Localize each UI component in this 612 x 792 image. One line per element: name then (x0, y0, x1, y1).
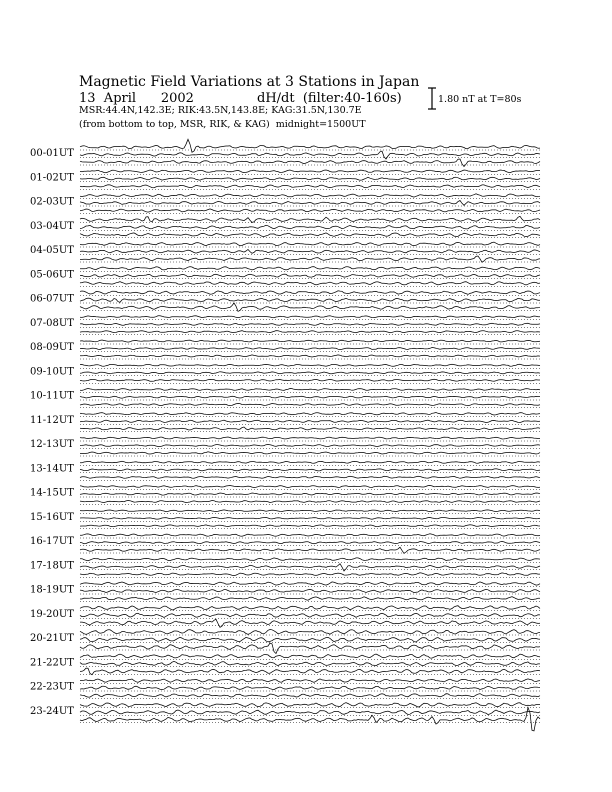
trace-RIK-20-21UT (80, 637, 540, 642)
trace-MSR-11-12UT (80, 427, 540, 430)
hour-row-08-09UT (30, 340, 540, 359)
hour-label: 12-13UT (30, 439, 74, 450)
trace-KAG-04-05UT (80, 242, 540, 246)
hour-row-22-23UT (30, 679, 540, 699)
hour-label: 03-04UT (30, 220, 74, 232)
chart-header (79, 74, 419, 130)
hour-row-16-17UT (30, 534, 540, 554)
chart-date: 13 April 2002 (79, 91, 194, 106)
trace-rows (30, 139, 540, 731)
trace-MSR-10-11UT (80, 404, 540, 406)
trace-RIK-23-24UT (80, 710, 540, 715)
trace-MSR-19-20UT (80, 619, 540, 627)
trace-KAG-12-13UT (80, 437, 540, 439)
trace-MSR-08-09UT (80, 355, 540, 357)
hour-label: 22-23UT (30, 681, 74, 693)
hour-row-02-03UT (30, 194, 540, 214)
trace-KAG-11-12UT (80, 413, 540, 416)
trace-RIK-13-14UT (80, 469, 540, 471)
hour-row-18-19UT (30, 582, 540, 602)
trace-KAG-01-02UT (80, 170, 540, 173)
hour-label: 15-16UT (30, 511, 74, 523)
trace-RIK-09-10UT (80, 372, 540, 374)
trace-KAG-02-03UT (80, 194, 540, 197)
hour-row-09-10UT (30, 364, 540, 383)
trace-KAG-15-16UT (80, 510, 540, 512)
trace-MSR-07-08UT (80, 331, 540, 333)
hour-label: 20-21UT (30, 633, 74, 644)
chart-quantity: dH/dt (filter:40-160s) (257, 91, 402, 106)
hour-label: 10-11UT (30, 390, 74, 402)
scale-bar-label: 1.80 nT at T=80s (438, 94, 522, 105)
hour-row-15-16UT (30, 510, 540, 529)
trace-MSR-02-03UT (80, 209, 540, 212)
hour-label: 07-08UT (30, 317, 74, 329)
hour-row-20-21UT (30, 630, 540, 654)
trace-RIK-21-22UT (80, 661, 540, 665)
trace-RIK-11-12UT (80, 420, 540, 422)
trace-RIK-01-02UT (80, 177, 540, 180)
hour-label: 08-09UT (30, 342, 74, 353)
trace-MSR-14-15UT (80, 501, 540, 503)
trace-MSR-17-18UT (80, 573, 540, 576)
hour-row-14-15UT (30, 486, 540, 505)
trace-RIK-05-06UT (80, 274, 540, 277)
hour-row-04-05UT (30, 242, 540, 262)
hour-label: 18-19UT (30, 584, 74, 596)
hour-label: 09-10UT (30, 366, 74, 378)
hour-row-07-08UT (30, 316, 540, 335)
hour-label: 16-17UT (30, 536, 74, 547)
hour-label: 13-14UT (30, 463, 74, 475)
trace-MSR-00-01UT (80, 159, 540, 167)
trace-MSR-12-13UT (80, 452, 540, 454)
trace-MSR-05-06UT (80, 282, 540, 285)
trace-RIK-02-03UT (80, 201, 540, 206)
trace-KAG-07-08UT (80, 316, 540, 318)
hour-row-03-04UT (30, 216, 540, 237)
trace-KAG-23-24UT (80, 703, 540, 707)
trace-RIK-06-07UT (80, 298, 540, 302)
hour-label: 17-18UT (30, 560, 74, 572)
trace-KAG-18-19UT (80, 582, 540, 585)
trace-KAG-09-10UT (80, 364, 540, 366)
trace-RIK-18-19UT (80, 589, 540, 592)
trace-MSR-04-05UT (80, 256, 540, 262)
trace-RIK-12-13UT (80, 445, 540, 447)
hour-row-05-06UT (30, 267, 540, 287)
trace-RIK-03-04UT (80, 225, 540, 229)
trace-KAG-22-23UT (80, 679, 540, 682)
trace-KAG-05-06UT (80, 267, 540, 270)
trace-MSR-16-17UT (80, 547, 540, 553)
trace-KAG-19-20UT (80, 606, 540, 610)
trace-RIK-04-05UT (80, 250, 540, 254)
trace-KAG-17-18UT (80, 558, 540, 561)
trace-MSR-01-02UT (80, 185, 540, 188)
trace-MSR-15-16UT (80, 525, 540, 527)
hour-row-06-07UT (30, 291, 540, 312)
trace-RIK-15-16UT (80, 517, 540, 519)
trace-MSR-06-07UT (80, 303, 540, 311)
trace-KAG-14-15UT (80, 486, 540, 488)
hour-label: 04-05UT (30, 245, 74, 256)
station-order-note: (from bottom to top, MSR, RIK, & KAG) midnight=1500UT (79, 119, 366, 130)
trace-KAG-21-22UT (80, 654, 540, 658)
hour-label: 19-20UT (30, 608, 74, 620)
hour-row-13-14UT (30, 461, 540, 480)
trace-MSR-09-10UT (80, 379, 540, 381)
hour-row-11-12UT (30, 413, 540, 432)
scale-bar (428, 88, 522, 109)
chart-title: Magnetic Field Variations at 3 Stations in Japan (79, 74, 420, 90)
hour-label: 23-24UT (30, 705, 74, 717)
hour-label: 21-22UT (30, 657, 74, 669)
trace-KAG-06-07UT (80, 291, 540, 295)
trace-MSR-13-14UT (80, 476, 540, 478)
trace-MSR-22-23UT (80, 694, 540, 698)
trace-KAG-20-21UT (80, 630, 540, 635)
trace-RIK-19-20UT (80, 613, 540, 617)
trace-KAG-08-09UT (80, 340, 540, 342)
hour-row-21-22UT (30, 654, 540, 675)
hour-label: 11-12UT (30, 414, 74, 426)
hour-row-17-18UT (30, 558, 540, 577)
trace-RIK-00-01UT (80, 151, 540, 159)
trace-MSR-20-21UT (80, 643, 540, 653)
trace-KAG-10-11UT (80, 389, 540, 391)
trace-MSR-03-04UT (80, 233, 540, 237)
trace-RIK-08-09UT (80, 348, 540, 350)
hour-label: 02-03UT (30, 196, 74, 208)
hour-row-12-13UT (30, 437, 540, 456)
trace-KAG-00-01UT (80, 139, 540, 152)
trace-RIK-14-15UT (80, 493, 540, 495)
hour-label: 00-01UT (30, 148, 74, 159)
station-coordinates: MSR:44.4N,142.3E; RIK:43.5N,143.8E; KAG:31.5N,130.7E (79, 105, 362, 116)
trace-RIK-07-08UT (80, 323, 540, 325)
hour-row-01-02UT (30, 170, 540, 189)
hour-row-19-20UT (30, 606, 540, 628)
trace-KAG-13-14UT (80, 461, 540, 463)
trace-KAG-16-17UT (80, 534, 540, 537)
trace-RIK-10-11UT (80, 396, 540, 398)
trace-MSR-18-19UT (80, 597, 540, 601)
hour-label: 06-07UT (30, 293, 74, 305)
trace-MSR-21-22UT (80, 668, 540, 675)
trace-RIK-16-17UT (80, 542, 540, 544)
hour-row-23-24UT (30, 703, 540, 731)
hour-label: 01-02UT (30, 172, 74, 184)
hour-label: 05-06UT (30, 269, 74, 281)
trace-KAG-03-04UT (80, 216, 540, 222)
hour-row-00-01UT (30, 139, 540, 166)
hour-row-10-11UT (30, 389, 540, 408)
trace-RIK-22-23UT (80, 686, 540, 689)
hour-label: 14-15UT (30, 487, 74, 499)
